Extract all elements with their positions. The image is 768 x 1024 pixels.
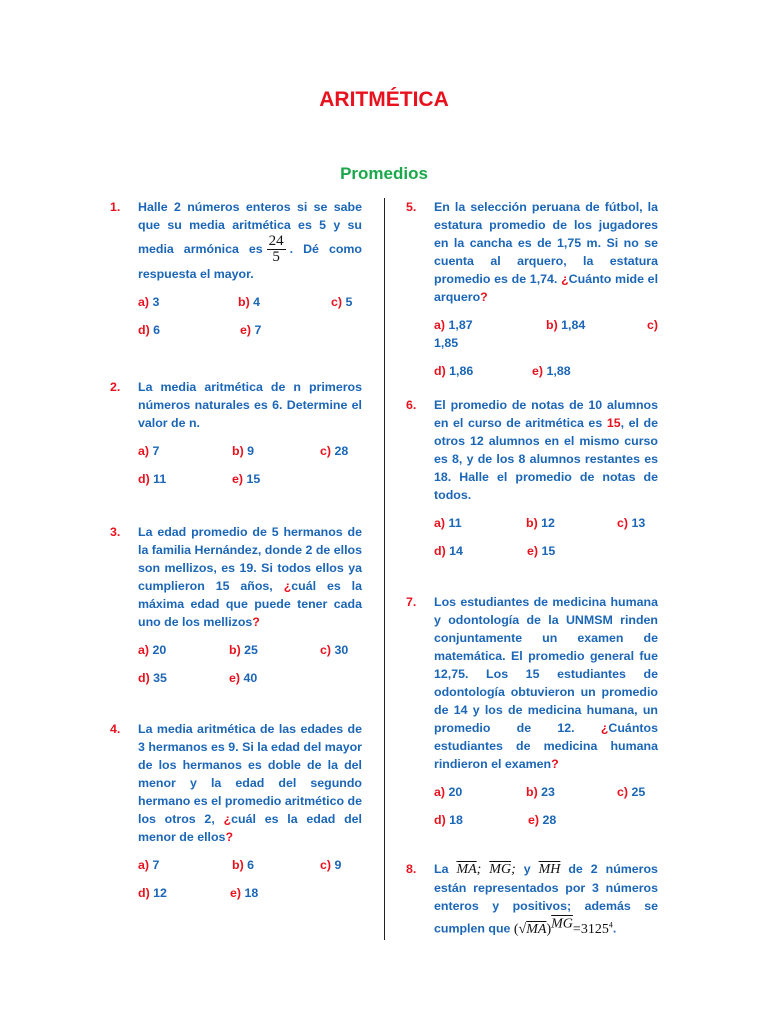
option-a[interactable]: a) 20 bbox=[434, 785, 463, 799]
options-row bbox=[138, 856, 362, 884]
option-a[interactable]: a) 7 bbox=[138, 858, 160, 872]
option-a[interactable]: a) 1,87 bbox=[434, 318, 473, 332]
equation-rhs: 3125 bbox=[580, 921, 609, 937]
question-mark-close: ? bbox=[480, 290, 488, 304]
option-c[interactable]: c) 25 bbox=[617, 785, 646, 799]
problem-number: 6. bbox=[406, 398, 417, 412]
options-row bbox=[434, 811, 658, 839]
problem-text-part: Los estudiantes de medicina humana y odontología de la UNMSM rinden conjuntamente un examen de matemática. El promedio general fue 12,75. Los 15 estudiantes de odontología obtuvieron un promedio de 14 y los de medicina humana, un promedio de 12. bbox=[434, 595, 658, 735]
options-row bbox=[138, 884, 362, 912]
option-e[interactable]: e) 15 bbox=[527, 544, 556, 558]
column-divider bbox=[384, 198, 385, 940]
problem-6 bbox=[406, 396, 658, 570]
options-row bbox=[434, 783, 658, 811]
options-row bbox=[138, 470, 362, 498]
options-row bbox=[434, 542, 658, 570]
option-c[interactable]: c) 13 bbox=[617, 516, 646, 530]
question-mark-close: ? bbox=[252, 615, 260, 629]
option-b[interactable]: b) 25 bbox=[229, 643, 258, 657]
problem-text-part: La edad promedio de 5 hermanos de la familia Hernández, donde 2 de ellos son mellizos, es 19. Si todos ellos ya cumplieron 15 años, bbox=[138, 525, 362, 593]
problem-text bbox=[138, 198, 362, 283]
option-b[interactable]: b) 9 bbox=[232, 444, 255, 458]
problem-7 bbox=[406, 593, 658, 839]
question-mark-close: ? bbox=[551, 757, 559, 771]
option-b[interactable]: b) 23 bbox=[526, 785, 555, 799]
equation-exponent: 4 bbox=[608, 920, 613, 929]
problem-text: La $\overline{MA}$; $\overline{MG}$; y $\overline{MH}$ de 2 números están representados por 3 números enteros y positivos; además se cumplen que $(√MA)^{\overline{MG}}=3125^4$. bbox=[434, 862, 658, 937]
problem-number: 8. bbox=[406, 862, 417, 876]
option-d[interactable]: d) 11 bbox=[138, 472, 167, 486]
option-a[interactable]: a) 3 bbox=[138, 295, 160, 309]
option-c[interactable]: c) 30 bbox=[320, 643, 349, 657]
option-c[interactable]: c) 28 bbox=[320, 444, 349, 458]
option-b[interactable]: b) 12 bbox=[526, 516, 555, 530]
problem-text bbox=[138, 720, 362, 846]
problem-3 bbox=[110, 523, 362, 697]
option-a[interactable]: a) 20 bbox=[138, 643, 167, 657]
mean-ma: $\overline{MA}$ bbox=[456, 862, 477, 877]
problem-text-part: La bbox=[434, 862, 449, 876]
options-row bbox=[434, 316, 658, 362]
option-e[interactable]: e) 1,88 bbox=[532, 364, 571, 378]
question-mark-open: ¿ bbox=[283, 579, 292, 593]
question-mark-open: ¿ bbox=[561, 272, 569, 286]
problem-question: Cuánto mide el arquero bbox=[434, 272, 659, 304]
options-row bbox=[138, 442, 362, 470]
fraction bbox=[267, 234, 286, 265]
problem-text-part: , el de otros 12 alumnos en el mismo curso es 8, y de los 8 alumnos restantes es 18. Halle el promedio de notas de todos. bbox=[434, 416, 659, 502]
option-e[interactable]: e) 7 bbox=[240, 323, 262, 337]
option-e[interactable]: e) 28 bbox=[528, 813, 557, 827]
option-b[interactable]: b) 4 bbox=[238, 295, 261, 309]
page-subtitle: Promedios bbox=[340, 164, 428, 183]
problem-text-part: La media aritmética de las edades de 3 hermanos es 9. Si la edad del mayor de los hermanos es doble de la del menor y la edad del segundo hermano es el promedio aritmético de los otros 2, bbox=[138, 722, 362, 826]
problem-2 bbox=[110, 378, 362, 498]
option-b[interactable]: b) 1,84 bbox=[546, 318, 586, 332]
option-d[interactable]: d) 1,86 bbox=[434, 364, 474, 378]
problem-question: cuál es la edad del menor de ellos bbox=[138, 812, 362, 844]
problem-text-part: . Dé como respuesta el mayor. bbox=[138, 241, 362, 281]
problem-text-part: En la selección peruana de fútbol, la estatura promedio de los jugadores en la cancha es de 1,75 m. Si no se cuenta al arquero, la estatura promedio es de 1,74. bbox=[434, 200, 658, 286]
option-c[interactable]: c) 1,85 bbox=[434, 318, 658, 350]
problem-text bbox=[138, 523, 362, 631]
option-c[interactable]: c) 9 bbox=[320, 858, 342, 872]
problem-text bbox=[434, 198, 658, 306]
problem-number: 3. bbox=[110, 525, 121, 539]
problem-text-part: El promedio de notas de 10 alumnos en el curso de aritmética es bbox=[434, 398, 658, 430]
mean-mh: $\overline{MH}$ bbox=[538, 862, 561, 877]
option-e[interactable]: e) 18 bbox=[230, 886, 259, 900]
options-row bbox=[138, 293, 362, 321]
options-row bbox=[138, 641, 362, 669]
option-d[interactable]: d) 14 bbox=[434, 544, 463, 558]
problem-number: 4. bbox=[110, 722, 121, 736]
fraction-numerator: 24 bbox=[268, 233, 284, 249]
option-c[interactable]: c) 5 bbox=[331, 295, 353, 309]
option-a[interactable]: a) 7 bbox=[138, 444, 160, 458]
question-mark-open: ¿ bbox=[600, 721, 609, 735]
option-d[interactable]: d) 35 bbox=[138, 671, 167, 685]
option-d[interactable]: d) 6 bbox=[138, 323, 161, 337]
option-d[interactable]: d) 12 bbox=[138, 886, 167, 900]
problem-number: 1. bbox=[110, 200, 121, 214]
mean-mg: $\overline{MG}$ bbox=[489, 862, 512, 877]
problem-1 bbox=[110, 198, 362, 349]
options-row bbox=[434, 362, 658, 390]
page-title: ARITMÉTICA bbox=[319, 88, 449, 111]
question-mark-open: ¿ bbox=[223, 812, 232, 826]
question-mark-close: ? bbox=[225, 830, 234, 844]
options-row bbox=[138, 321, 362, 349]
problem-text-part: y bbox=[523, 862, 531, 876]
option-d[interactable]: d) 18 bbox=[434, 813, 463, 827]
problem-number: 7. bbox=[406, 595, 417, 609]
equation: $(√MA)^{\overline{MG}}=3125^4$ bbox=[513, 916, 613, 937]
problem-text: La media aritmética de n primeros números naturales es 6. Determine el valor de n. bbox=[138, 380, 362, 430]
problem-text bbox=[434, 593, 658, 773]
problem-question: cuál es la máxima edad que puede tener cada uno de los mellizos bbox=[138, 579, 363, 629]
option-a[interactable]: a) 11 bbox=[434, 516, 462, 530]
option-b[interactable]: b) 6 bbox=[232, 858, 255, 872]
highlighted-value: 15 bbox=[606, 416, 621, 430]
problem-text-part: de 2 números están representados por 3 números enteros y positivos; además se cumplen que bbox=[434, 862, 658, 936]
problem-text-part: Halle 2 números enteros si se sabe que su media aritmética es 5 y su media armónica es bbox=[138, 200, 362, 256]
options-row bbox=[434, 514, 658, 542]
problem-8 bbox=[406, 860, 658, 939]
problem-number: 5. bbox=[406, 200, 417, 214]
options-row bbox=[138, 669, 362, 697]
problem-question: Cuántos estudiantes de medicina humana rindieron el examen bbox=[434, 721, 658, 771]
problem-number: 2. bbox=[110, 380, 121, 394]
problem-4 bbox=[110, 720, 362, 912]
option-e[interactable]: e) 40 bbox=[229, 671, 258, 685]
problem-5 bbox=[406, 198, 658, 390]
option-e[interactable]: e) 15 bbox=[232, 472, 261, 486]
fraction-denominator: 5 bbox=[272, 249, 280, 265]
problem-text bbox=[434, 396, 658, 504]
